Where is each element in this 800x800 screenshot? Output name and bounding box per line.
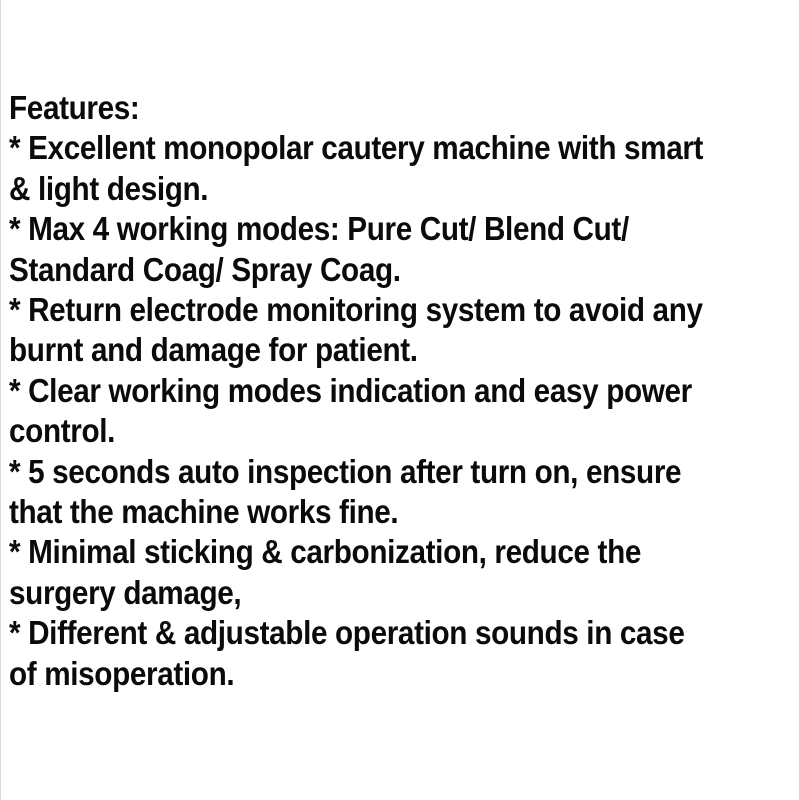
feature-line: * Excellent monopolar cautery machine with smart <box>9 129 704 167</box>
feature-line: * Clear working modes indication and easy power <box>9 371 692 409</box>
feature-line: * 5 seconds auto inspection after turn on, ensure <box>9 452 682 490</box>
feature-line: control. <box>9 412 116 450</box>
feature-line: * Return electrode monitoring system to avoid any <box>9 291 703 329</box>
features-heading: Features: <box>9 89 140 126</box>
feature-line: * Max 4 working modes: Pure Cut/ Blend Cut/ <box>9 210 629 248</box>
feature-line: * Minimal sticking & carbonization, reduce the <box>9 533 642 571</box>
feature-line: surgery damage, <box>9 573 242 611</box>
feature-line: * Different & adjustable operation sounds in case <box>9 614 685 652</box>
feature-line: that the machine works fine. <box>9 493 399 531</box>
feature-line: & light design. <box>9 169 209 207</box>
feature-line: burnt and damage for patient. <box>9 331 418 369</box>
feature-line: of misoperation. <box>9 654 235 692</box>
feature-line: Standard Coag/ Spray Coag. <box>9 250 401 288</box>
features-text-block <box>9 88 800 694</box>
